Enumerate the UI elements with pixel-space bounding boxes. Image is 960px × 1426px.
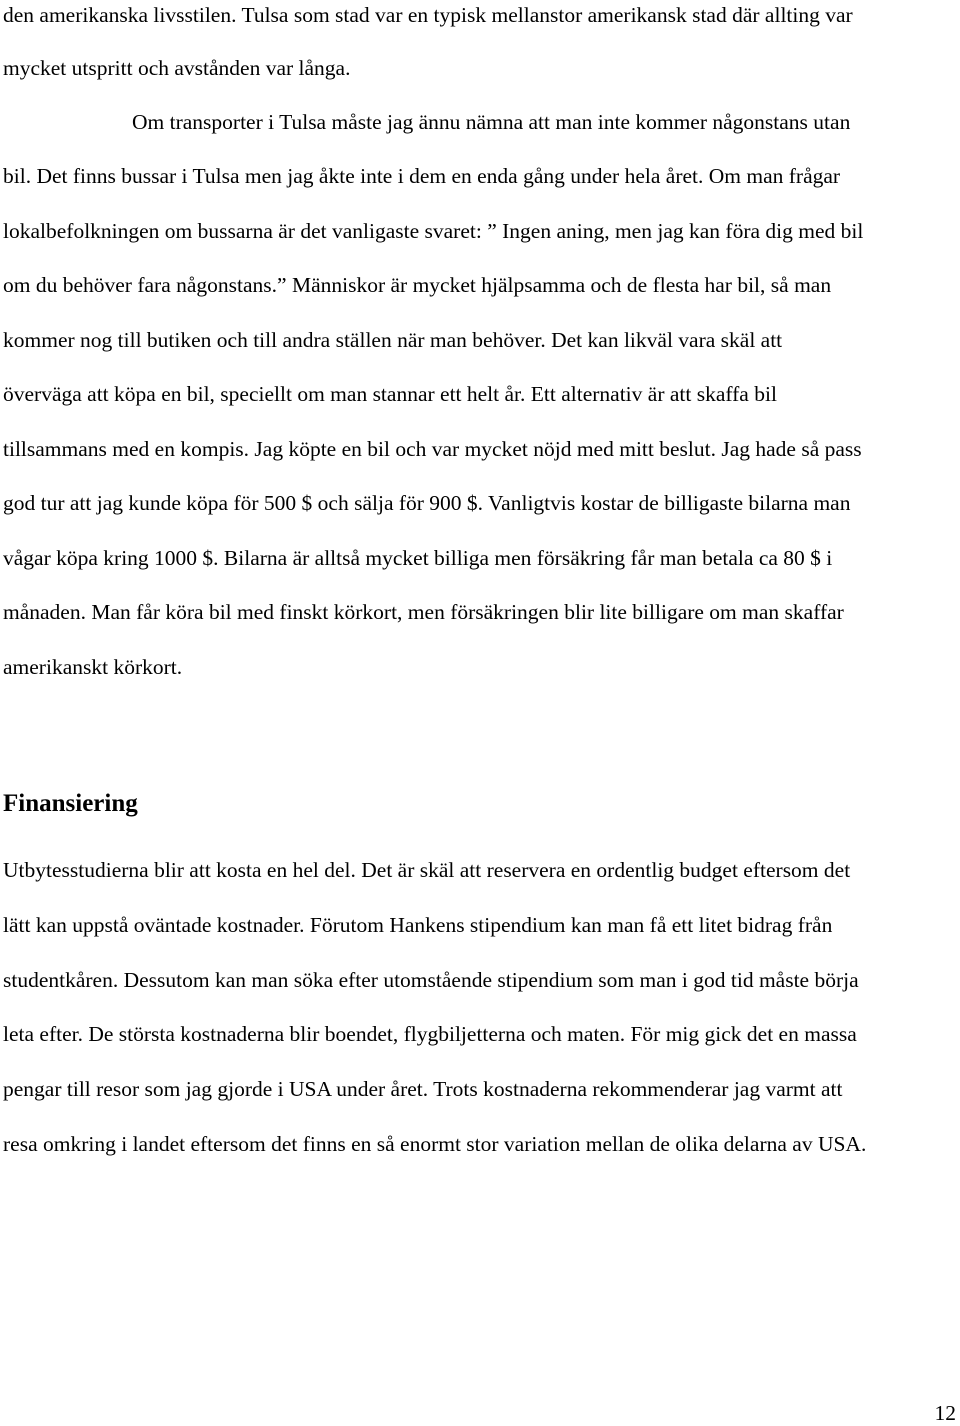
text-line: om du behöver fara någonstans.” Människor är mycket hjälpsamma och de flesta har bil, så man bbox=[3, 273, 832, 297]
text-line: Om transporter i Tulsa måste jag ännu nämna att man inte kommer någonstans utan bbox=[132, 110, 851, 134]
page-number: 12 bbox=[934, 1401, 956, 1425]
text-line: den amerikanska livsstilen. Tulsa som stad var en typisk mellanstor amerikansk stad där allting var bbox=[3, 3, 853, 27]
text-line: amerikanskt körkort. bbox=[3, 655, 183, 679]
section-heading: Finansiering bbox=[3, 790, 138, 817]
text-line: vågar köpa kring 1000 $. Bilarna är alltså mycket billiga men försäkring får man betala ca 80 $ i bbox=[3, 546, 833, 570]
text-line: Utbytesstudierna blir att kosta en hel del. Det är skäl att reservera en ordentlig budget eftersom det bbox=[3, 858, 851, 882]
text-line: pengar till resor som jag gjorde i USA under året. Trots kostnaderna rekommenderar jag varmt att bbox=[3, 1077, 843, 1101]
text-line: bil. Det finns bussar i Tulsa men jag åkte inte i dem en enda gång under hela året. Om man frågar bbox=[3, 164, 841, 188]
text-line: resa omkring i landet eftersom det finns en så enormt stor variation mellan de olika delarna av USA. bbox=[3, 1132, 867, 1156]
text-line: god tur att jag kunde köpa för 500 $ och sälja för 900 $. Vanligtvis kostar de billigaste bilarna man bbox=[3, 491, 851, 515]
text-line: kommer nog till butiken och till andra ställen när man behöver. Det kan likväl vara skäl att bbox=[3, 328, 783, 352]
text-line: studentkåren. Dessutom kan man söka efter utomstående stipendium som man i god tid måste börja bbox=[3, 968, 859, 992]
text-line: tillsammans med en kompis. Jag köpte en bil och var mycket nöjd med mitt beslut. Jag hade så pass bbox=[3, 437, 862, 461]
text-line: lätt kan uppstå oväntade kostnader. Förutom Hankens stipendium kan man få ett litet bidrag från bbox=[3, 913, 833, 937]
text-line: leta efter. De största kostnaderna blir boendet, flygbiljetterna och maten. För mig gick det en massa bbox=[3, 1022, 857, 1046]
text-line: mycket utspritt och avstånden var långa. bbox=[3, 56, 351, 80]
text-line: överväga att köpa en bil, speciellt om man stannar ett helt år. Ett alternativ är att skaffa bil bbox=[3, 382, 777, 406]
text-line: lokalbefolkningen om bussarna är det vanligaste svaret: ” Ingen aning, men jag kan föra dig med bil bbox=[3, 219, 864, 243]
text-line: månaden. Man får köra bil med finskt körkort, men försäkringen blir lite billigare om man skaffar bbox=[3, 600, 844, 624]
